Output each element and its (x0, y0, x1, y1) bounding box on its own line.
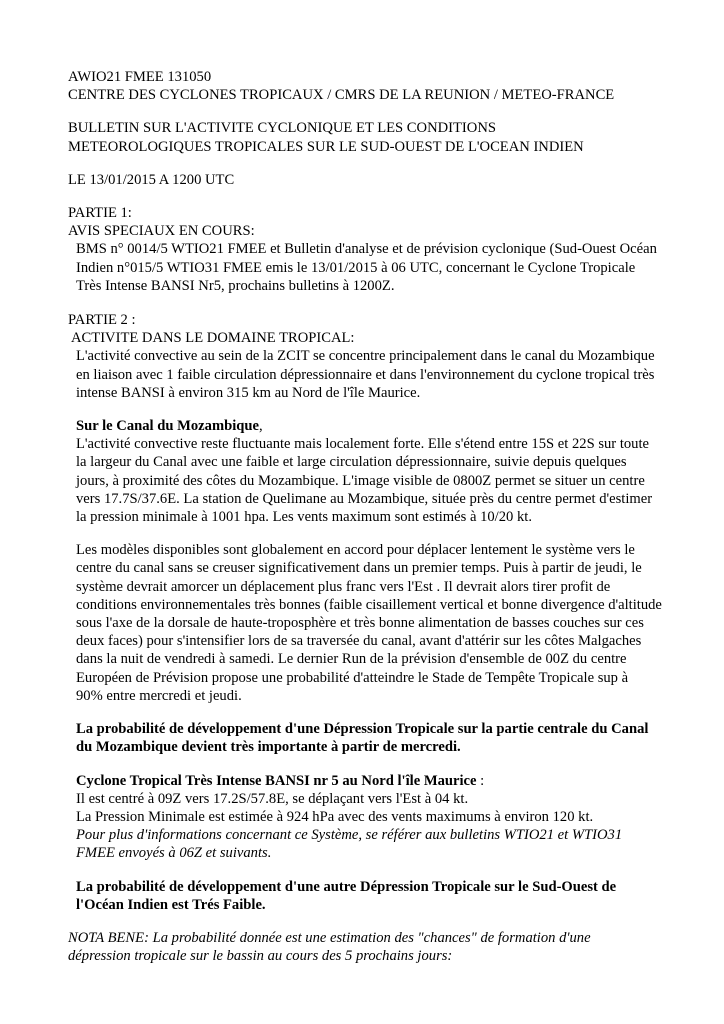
part1-heading: PARTIE 1: (68, 205, 132, 222)
part2-subheading: ACTIVITE DANS LE DOMAINE TROPICAL: (71, 330, 355, 347)
bulletin-page (68, 68, 668, 965)
mozambique-section: Sur le Canal du Mozambique, L'activité convective reste fluctuante mais localement forte. Elle s'étend entre 15S et 22S sur toute la largeur du Canal avec une faible et large circulation dépressionnaire, suivie depuis quelques jours, à proximité des côtes du Mozambique. L'image visible de 0800Z permet se situer un centre vers 17.7S/37.6E. La station de Quelimane au Mozambique, située près du centre permet d'estimer la pression minimale à 1001 hpa. Les vents maximum sont estimés à 10/20 kt. Les modèles disponibles sont globalement en accord pour déplacer lentement le système vers le centre du canal sans se creuser significativement dans un premier temps. Puis à partir de jeudi, le système devrait amorcer un déplacement plus franc vers l'Est . Il devrait alors tirer profit de conditions environnementales très bonnes (faible cisaillement vertical et bonne divergence d'altitude sous l'axe de la dorsale de haute-troposphère et très bonne alimentation de basses couches sur ces deux faces) pour s'intensifier lors de sa traversée du canal, avant d'attérir sur les côtes Malgaches dans la nuit de vendredi à samedi. Le dernier Run de la prévision d'ensemble de 00Z du centre Européen de Prévision propose une probabilité d'atteindre le Stade de Tempête Tropicale sup à 90% entre mercredi et jeudi. La probabilité de développement d'une Dépression Tropicale sur la partie centrale du Canal du Mozambique devient très importante à partir de mercredi. (68, 417, 668, 756)
bulletin-date: LE 13/01/2015 A 1200 UTC (68, 171, 235, 188)
issuing-center: CENTRE DES CYCLONES TROPICAUX / CMRS DE LA REUNION / METEO-FRANCE (68, 87, 615, 104)
message-id: AWIO21 FMEE 131050 (68, 69, 212, 85)
model-forecast-paragraph: Les modèles disponibles sont globalement en accord pour déplacer lentement le système vers le centre du canal sans se creuser significativement dans un premier temps. Puis à partir de jeudi, le système devrait amorcer un déplacement plus franc vers l'Est . Il devrait alors tirer profit de conditions environnementales très bonnes (faible cisaillement vertical et bonne divergence d'altitude sous l'axe de la dorsale de haute-troposphère et très bonne alimentation de basses couches sur ces deux faces) pour s'intensifier lors de sa traversée du canal, avant d'attérir sur les côtes Malgaches dans la nuit de vendredi à samedi. Le dernier Run de la prévision d'ensemble de 00Z du centre Européen de Prévision propose une probabilité d'atteindre le Stade de Tempête Tropicale sup à 90% entre mercredi et jeudi. (76, 542, 662, 704)
bulletin-title-line-2: METEOROLOGIQUES TROPICALES SUR LE SUD-OUEST DE L'OCEAN INDIEN (68, 138, 584, 155)
part1-subheading: AVIS SPECIAUX EN COURS: (68, 223, 255, 240)
tropical-activity-intro: L'activité convective au sein de la ZCIT se concentre principalement dans le canal du Mozambique en liaison avec 1 faible circulation dépressionnaire et dans l'environnement du cyclone tropical très intense BANSI à environ 315 km au Nord de l'île Maurice. (76, 348, 655, 401)
part2-heading: PARTIE 2 : (68, 312, 136, 329)
nota-bene: NOTA BENE: La probabilité donnée est une estimation des "chances" de formation d'une dépression tropicale sur le bassin au cours des 5 prochains jours: (68, 929, 591, 965)
bansi-title: Cyclone Tropical Très Intense BANSI nr 5 au Nord l'île Maurice : (76, 772, 485, 789)
mozambique-title: Sur le Canal du Mozambique, (76, 418, 263, 435)
special-notices-paragraph: BMS n° 0014/5 WTIO21 FMEE et Bulletin d'analyse et de prévision cyclonique (Sud-Ouest Océan Indien n°015/5 WTIO31 FMEE emis le 13/01/2015 à 06 UTC, concernant le Cyclone Tropicale Très Intense BANSI Nr5, prochains bulletins à 1200Z. (76, 241, 657, 294)
mozambique-probability-statement: La probabilité de développement d'une Dépression Tropicale sur la partie centrale du Canal du Mozambique devient très importante à partir de mercredi. (76, 721, 649, 756)
bulletin-title-line-1: BULLETIN SUR L'ACTIVITE CYCLONIQUE ET LES CONDITIONS (68, 120, 496, 137)
other-probability-statement: La probabilité de développement d'une autre Dépression Tropicale sur le Sud-Ouest de l'Océan Indien est Trés Faible. (76, 878, 617, 913)
bansi-section: Cyclone Tropical Très Intense BANSI nr 5 au Nord l'île Maurice : Il est centré à 09Z vers 17.2S/57.8E, se déplaçant vers l'Est à 04 kt. La Pression Minimale est estimée à 924 hPa avec des vents maximums à environ 120 kt. Pour plus d'informations concernant ce Système, se référer aux bulletins WTIO21 et WTIO31 FMEE envoyés à 06Z et suivants. (68, 772, 668, 863)
